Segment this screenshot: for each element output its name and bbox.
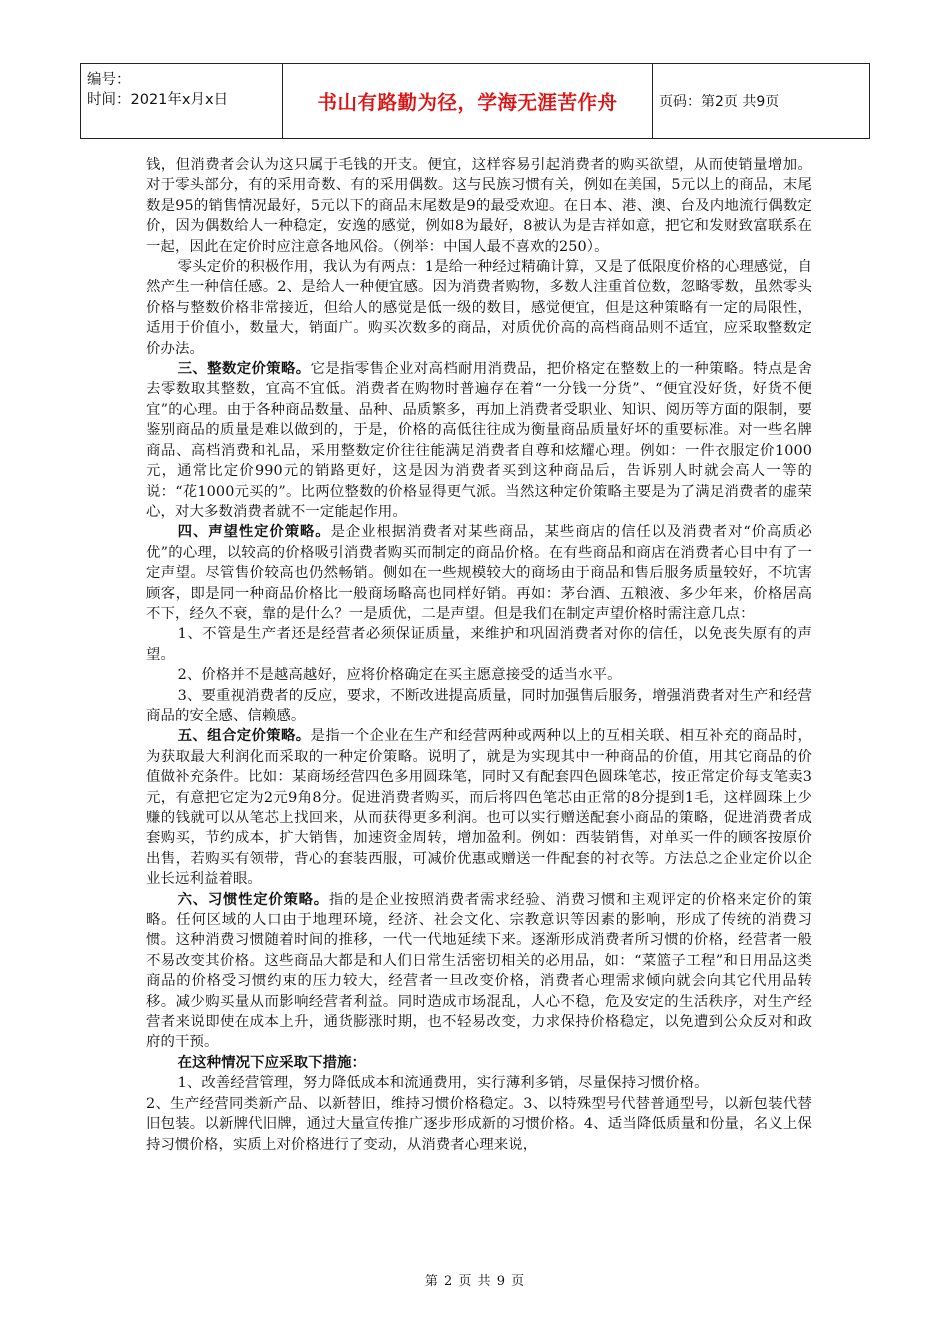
section-paragraph (146, 359, 812, 522)
header-motto: 书山有路勤为径，学海无涯苦作舟 (283, 64, 653, 138)
section-paragraph (146, 890, 812, 1053)
section-text: 它是指零售企业对高档耐用消费品，把价格定在整数上的一种策略。特点是舍去零数取其整数，宜高不宜低。消费者在购物时普遍存在着“一分钱一分货”、“便宜没好货，好货不便宜”的心理。由于各种商品数量、品种、品质繁多，再加上消费者受职业、知识、阅历等方面的限制，要鉴别商品的质量是难以做到的，于是，价格的高低往往成为衡量商品质量好坏的重要标准。对一些名牌商品、高档消费和礼品，采用整数定价往往能满足消费者自尊和炫耀心理。例如：一件衣服定价1000元，通常比定价990元的销路更好，这是因为消费者买到这种商品后，告诉别人时就会高人一等的说：“花1000元买的”。比两位整数的价格显得更气派。当然这种定价策略主要是为了满足消费者的虚荣心，对大多数消费者就不一定能起作用。 (146, 361, 812, 520)
section-text: 是指一个企业在生产和经营两种或两种以上的互相关联、相互补充的商品时，为获取最大利润化而采取的一种定价策略。说明了，就是为实现其中一种商品的价值，用其它商品的价值做补充条件。比如：某商场经营四色多用圆珠笔，同时又有配套四色圆珠笔芯，按正常定价每支笔卖3元，有意把它定为2元9角8分。促进消费者购买，而后将四色笔芯由正常的8分提到1毛，这样圆珠上少赚的钱就可以从笔芯上找回来，从而获得更多利润。也可以实行赠送配套小商品的策略，促进消费者成套购买，节约成本，扩大销售，加速资金周转，增加盈利。例如：西装销售，对单买一件的顾客按原价出售，若购买有领带，背心的套装西服，可减价优惠或赠送一件配套的衬衣等。方法总之企业定价以企业长远利益着眼。 (146, 728, 812, 888)
section-heading: 在这种情况下应采取下措施： (177, 1054, 367, 1071)
paragraph: 钱，但消费者会认为这只属于毛钱的开支。便宜，这样容易引起消费者的购买欲望，从而使销量增加。对于零头部分，有的采用奇数、有的采用偶数。这与民族习惯有关，例如在美国，5元以上的商品，末尾数是95的销售情况最好，5元以下的商品末尾数是9的最受欢迎。在日本、港、澳、台及内地流行偶数定价，因为偶数给人一种稳定，安逸的感觉，例如8为最好，8被认为是吉祥如意，把它和发财致富联系在一起，因此在定价时应注意各地风俗。（例举：中国人最不喜欢的250）。 (146, 157, 812, 255)
list-item: 3、要重视消费者的反应，要求，不断改进提高质量，同时加强售后服务，增强消费者对生产和经营商品的安全感、信赖感。 (146, 687, 812, 724)
list-item: 2、价格并不是越高越好，应将价格确定在买主愿意接受的适当水平。 (177, 667, 622, 684)
document-body (146, 155, 812, 1155)
measures-heading (146, 1053, 812, 1073)
section-text: 指的是企业按照消费者需求经验、消费习惯和主观评定的价格来定价的策略。任何区域的人口由于地理环境，经济、社会文化、宗教意识等因素的影响，形成了传统的消费习惯。这种消费习惯随着时间的推移，一代一代地延续下来。逐渐形成消费者所习惯的价格，经营者一般不易改变其价格。这些商品大都是和人们日常生活密切相关的必用品，如：“菜篮子工程”和日用品这类商品的价格受习惯约束的压力较大，经营者一旦改变价格，消费者心理需求倾向就会向其它代用品转移。减少购买量从而影响经营者利益。同时造成市场混乱，人心不稳，危及安定的生活秩序，对生产经营者来说即使在成本上升，通货膨涨时期，也不轻易改变，力求保持价格稳定，以免遭到公众反对和政府的干预。 (146, 891, 812, 1051)
list-item: 1、改善经营管理，努力降低成本和流通费用，实行薄利多销，尽量保持习惯价格。 (177, 1075, 709, 1092)
document-header (80, 63, 870, 139)
list-item: 1、不管是生产者还是经营者必须保证质量，来维护和巩固消费者对你的信任，以免丧失原有的声望。 (146, 626, 812, 663)
code-label: 编号： (87, 72, 131, 88)
section-heading: 六、习惯性定价策略。 (177, 891, 329, 908)
header-meta (81, 64, 283, 138)
section-heading: 三、整数定价策略。 (177, 361, 311, 378)
list-item: 2、生产经营同类新产品、以新替旧，维持习惯价格稳定。3、以特殊型号代替普通型号，以新包装代替旧包装。以新牌代旧牌，通过大量宣传推广逐步形成新的习惯价格。4、适当降低质量和份量，名义上保持习惯价格，实质上对价格进行了变动，从消费者心理来说， (146, 1095, 812, 1153)
section-paragraph (146, 522, 812, 624)
time-label: 时间：2021年x月x日 (87, 92, 229, 108)
section-heading: 四、声望性定价策略。 (177, 524, 331, 541)
paragraph: 零头定价的积极作用，我认为有两点：1是给一种经过精确计算，又是了低限度价格的心理感觉，自然产生一种信任感。2、是给人一种便宜感。因为消费者购物，多数人注重首位数，忽略零数，虽然零头价格与整数价格非常接近，但给人的感觉是低一级的数目，感觉便宜，但是这种策略有一定的局限性，适用于价值小，数量大，销面广。购买次数多的商品，对质优价高的高档商品则不适宜，应采取整数定价办法。 (146, 259, 812, 357)
page-footer: 第 2 页 共 9 页 (424, 1274, 526, 1289)
header-page-label: 页码：第2页 共9页 (659, 94, 780, 110)
section-text: 是企业根据消费者对某些商品，某些商店的信任以及消费者对“价高质必优”的心理，以较高的价格吸引消费者购买而制定的商品价格。在有些商品和商店在消费者心目中有了一定声望。尽管售价较高也仍然畅销。侧如在一些规模较大的商场由于商品和售后服务质量较好，不坑害顾客，即是同一种商品价格比一般商场略高也同样好销。再如：茅台酒、五粮液、多少年来，价格居高不下，经久不衰，靠的是什么？一是质优，二是声望。但是我们在制定声望价格时需注意几点： (146, 524, 812, 622)
section-paragraph (146, 726, 812, 889)
section-heading: 五、组合定价策略。 (177, 728, 311, 745)
